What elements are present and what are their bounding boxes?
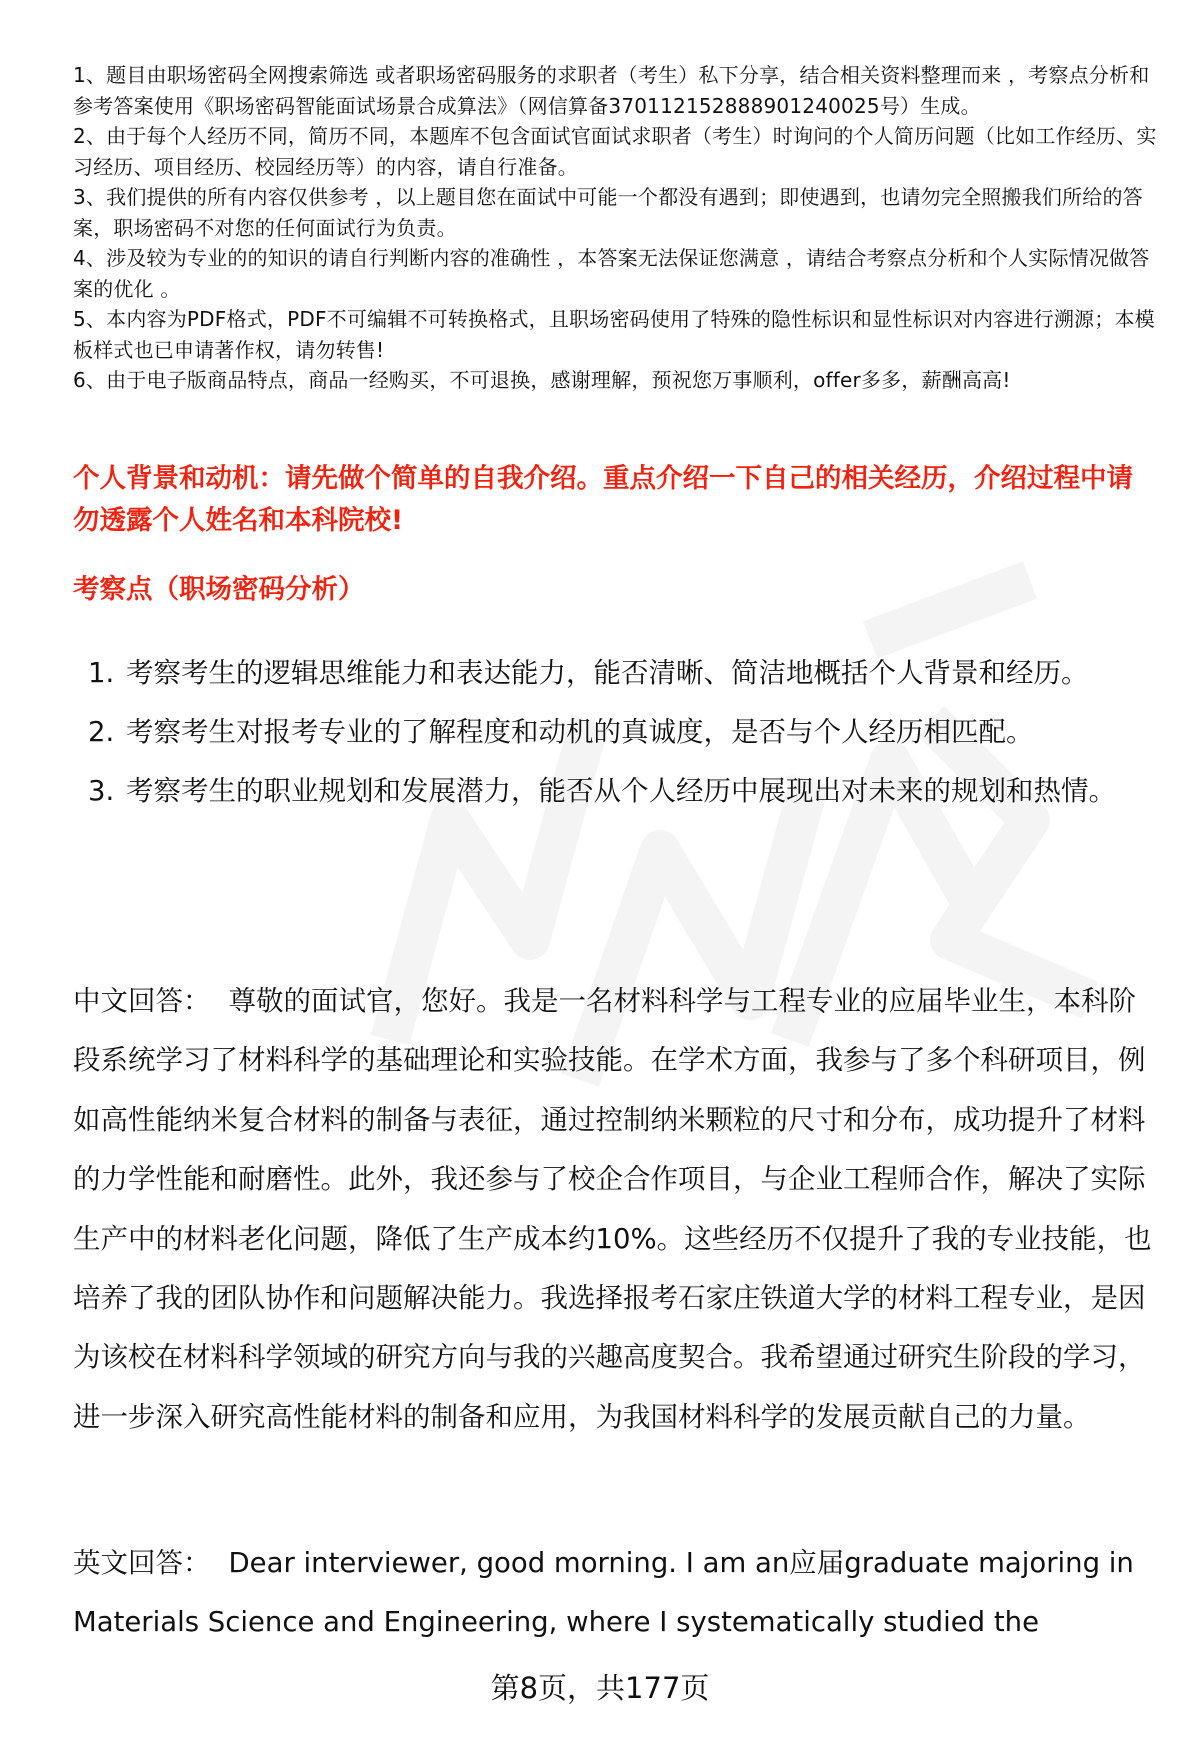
point-number: 2.	[88, 716, 115, 748]
disclaimer-item: 6、由于电子版商品特点，商品一经购买，不可退换，感谢理解，预祝您万事顺利，offer多多，薪酬高高!	[73, 368, 1011, 392]
disclaimer-item: 2、由于每个人经历不同，简历不同，本题库不包含面试官面试求职者（考生）时询问的个人简历问题（比如工作经历、实习经历、项目经历、校园经历等）的内容，请自行准备。	[73, 124, 1157, 179]
analysis-points-list	[73, 644, 1153, 821]
english-answer-label: 英文回答：	[73, 1547, 211, 1579]
disclaimer-item: 3、我们提供的所有内容仅供参考 ，以上题目您在面试中可能一个都没有遇到；即使遇到，也请勿完全照搬我们所给的答案，职场密码不对您的任何面试行为负责。	[73, 185, 1143, 240]
point-text: 考察考生的职业规划和发展潜力，能否从个人经历中展现出对未来的规划和热情。	[126, 775, 1116, 807]
disclaimer-item: 5、本内容为PDF格式，PDF不可编辑不可转换格式，且职场密码使用了特殊的隐性标识和显性标识对内容进行溯源；本模板样式也已申请著作权，请勿转售!	[73, 307, 1155, 362]
english-answer-text: Dear interviewer, good morning. I am an应届graduate majoring in Materials Science and Engineering, where I systematically studied the	[73, 1547, 1134, 1639]
analysis-heading: 考察点（职场密码分析）	[73, 574, 365, 605]
chinese-answer-label: 中文回答：	[73, 985, 211, 1017]
question-title: 个人背景和动机：请先做个简单的自我介绍。重点介绍一下自己的相关经历，介绍过程中请勿透露个人姓名和本科院校!	[73, 463, 1133, 536]
point-text: 考察考生的逻辑思维能力和表达能力，能否清晰、简洁地概括个人背景和经历。	[126, 657, 1089, 689]
disclaimer-item: 1、题目由职场密码全网搜索筛选 或者职场密码服务的求职者（考生）私下分享，结合相关资料整理而来 ，考察点分析和参考答案使用《职场密码智能面试场景合成算法》（网信算备370112152888901240025号）生成。	[73, 63, 1150, 118]
analysis-point	[73, 644, 1153, 703]
analysis-point	[73, 703, 1153, 762]
analysis-point	[73, 762, 1153, 821]
disclaimer-notes	[73, 60, 1163, 396]
disclaimer-item: 4、涉及较为专业的的知识的请自行判断内容的准确性 ，本答案无法保证您满意 ，请结合考察点分析和个人实际情况做答案的优化 。	[73, 246, 1150, 301]
chinese-answer	[73, 972, 1161, 1447]
point-number: 1.	[88, 657, 115, 689]
english-answer	[73, 1534, 1161, 1653]
chinese-answer-text: 尊敬的面试官，您好。我是一名材料科学与工程专业的应届毕业生，本科阶段系统学习了材料科学的基础理论和实验技能。在学术方面，我参与了多个科研项目，例如高性能纳米复合材料的制备与表征，通过控制纳米颗粒的尺寸和分布，成功提升了材料的力学性能和耐磨性。此外，我还参与了校企合作项目，与企业工程师合作，解决了实际生产中的材料老化问题，降低了生产成本约10%。这些经历不仅提升了我的专业技能，也培养了我的团队协作和问题解决能力。我选择报考石家庄铁道大学的材料工程专业，是因为该校在材料科学领域的研究方向与我的兴趣高度契合。我希望通过研究生阶段的学习，进一步深入研究高性能材料的制备和应用，为我国材料科学的发展贡献自己的力量。	[73, 985, 1152, 1433]
point-text: 考察考生对报考专业的了解程度和动机的真诚度，是否与个人经历相匹配。	[126, 716, 1034, 748]
point-number: 3.	[88, 775, 115, 807]
page-number: 第8页，共177页	[490, 1671, 710, 1705]
